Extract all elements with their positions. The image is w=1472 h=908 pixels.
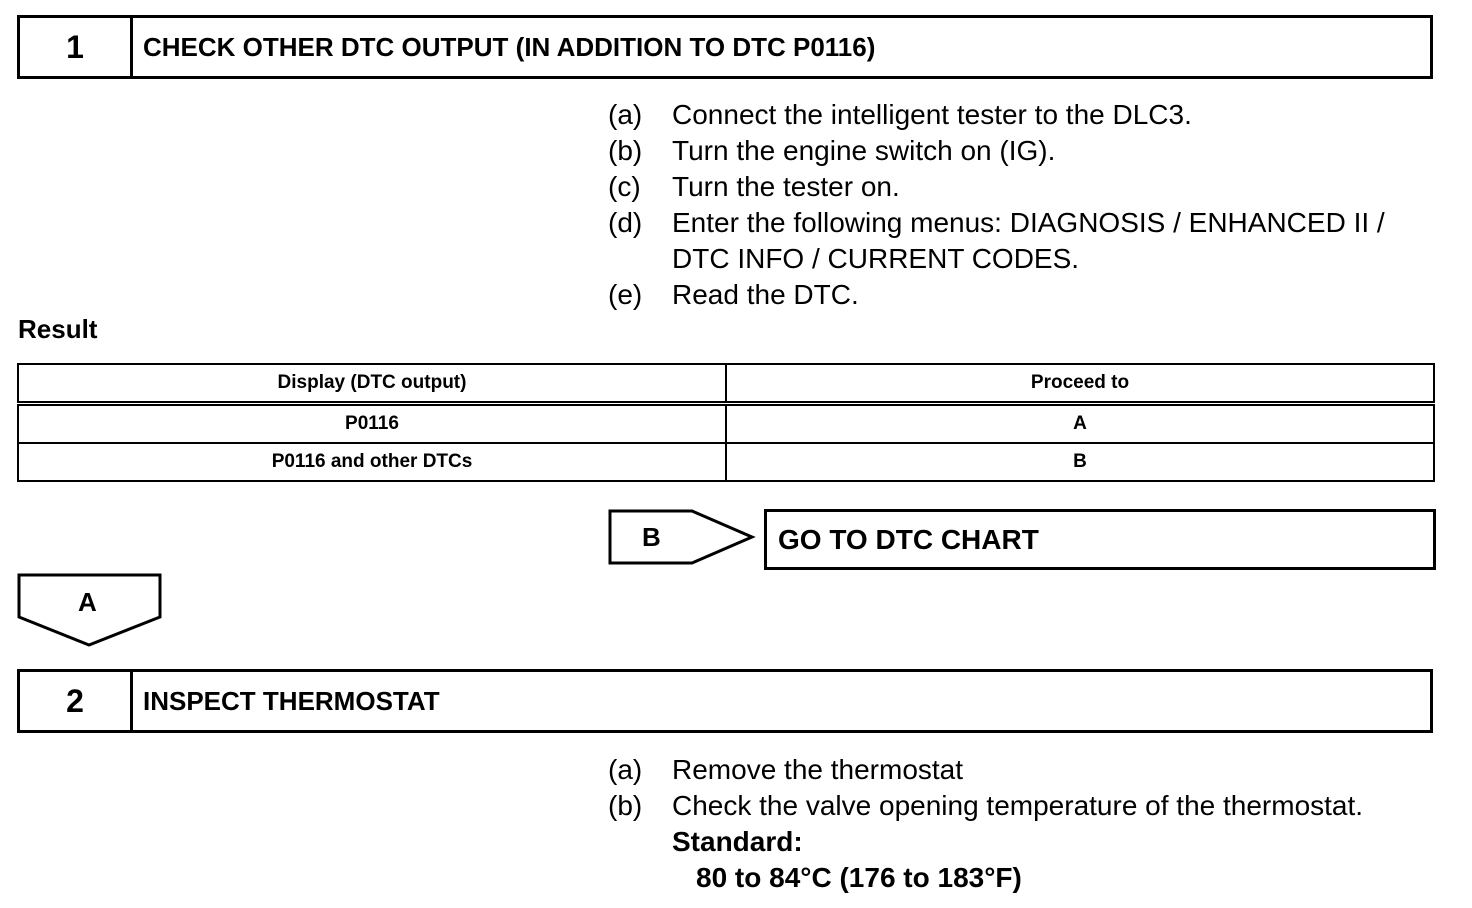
instruction-text: Turn the tester on. xyxy=(672,171,900,202)
branch-b-label: B xyxy=(642,522,661,552)
instruction-item xyxy=(608,133,1438,169)
instruction-item xyxy=(608,205,1438,277)
instruction-item xyxy=(608,97,1438,133)
instruction-item xyxy=(608,277,1438,313)
column-header-proceed: Proceed to xyxy=(726,364,1434,404)
table-cell: P0116 xyxy=(18,404,726,444)
column-header-display: Display (DTC output) xyxy=(18,364,726,404)
standard-value: 80 to 84°C (176 to 183°F) xyxy=(696,862,1022,893)
instruction-text: Remove the thermostat xyxy=(672,754,964,785)
table-row xyxy=(18,443,1434,481)
instruction-item xyxy=(608,752,1438,788)
step-1-number: 1 xyxy=(20,18,133,76)
instruction-text: Enter the following menus: DIAGNOSIS / ENHANCED II / DTC INFO / CURRENT CODES. xyxy=(672,207,1385,274)
step-2-header xyxy=(17,669,1433,733)
instruction-text: Read the DTC. xyxy=(672,279,859,310)
instruction-item xyxy=(608,169,1438,205)
instruction-text: Check the valve opening temperature of the thermostat. xyxy=(672,790,1364,821)
standard-value-row xyxy=(608,860,1438,896)
step-1-title: CHECK OTHER DTC OUTPUT (IN ADDITION TO DTC P0116) xyxy=(143,31,876,62)
goto-dtc-chart-label: GO TO DTC CHART xyxy=(778,523,1039,555)
step-2-instructions xyxy=(608,752,1438,896)
instruction-letter: (b) xyxy=(608,135,643,166)
instruction-letter: (a) xyxy=(608,754,643,785)
instruction-text: Turn the engine switch on (IG). xyxy=(672,135,1056,166)
table-cell: P0116 and other DTCs xyxy=(18,443,726,481)
instruction-letter: (b) xyxy=(608,790,643,821)
instruction-letter: (a) xyxy=(608,99,643,130)
instruction-item xyxy=(608,788,1438,824)
result-table xyxy=(17,363,1435,482)
goto-dtc-chart-box xyxy=(764,509,1436,570)
table-cell: B xyxy=(726,443,1434,481)
table-header-row xyxy=(18,364,1434,404)
branch-a-label: A xyxy=(78,587,97,617)
table-cell: A xyxy=(726,404,1434,444)
result-label: Result xyxy=(18,314,98,344)
instruction-letter: (e) xyxy=(608,279,643,310)
instruction-text: Connect the intelligent tester to the DLC3. xyxy=(672,99,1192,130)
branch-b-arrow-icon xyxy=(608,509,758,565)
table-row xyxy=(18,404,1434,444)
step-2-number: 2 xyxy=(20,672,133,730)
standard-row xyxy=(608,824,1438,860)
step-2-title: INSPECT THERMOSTAT xyxy=(143,685,440,716)
standard-label: Standard: xyxy=(672,826,803,857)
branch-a-arrow-icon xyxy=(17,573,163,649)
instruction-letter: (c) xyxy=(608,171,641,202)
step-1-instructions xyxy=(608,97,1438,313)
step-1-header xyxy=(17,15,1433,79)
instruction-letter: (d) xyxy=(608,207,643,238)
